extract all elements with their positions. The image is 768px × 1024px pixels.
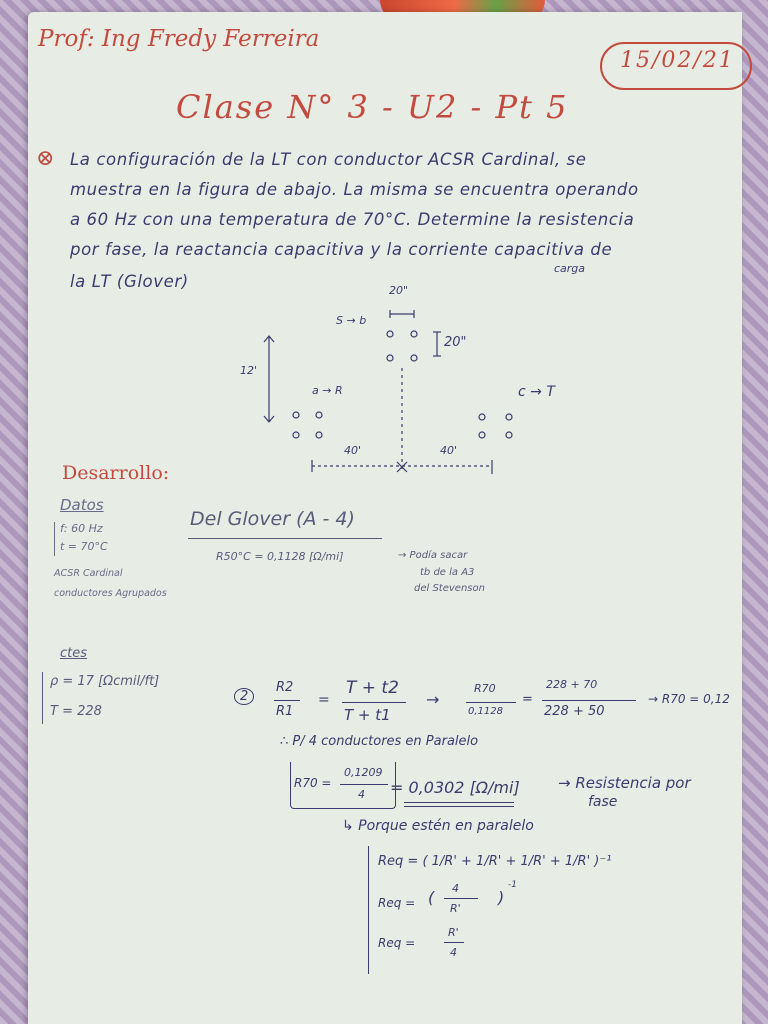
r50-equation: R50°C = 0,1128 [Ω/mi] bbox=[216, 550, 344, 563]
phase-b-label: S → b bbox=[336, 314, 367, 327]
height-label: 12' bbox=[240, 364, 258, 377]
ctes-heading: ctes bbox=[60, 646, 88, 661]
req3-num: R' bbox=[448, 926, 459, 939]
stevenson-note-2: tb de la A3 bbox=[420, 567, 475, 578]
req2-lhs: Req = bbox=[378, 896, 416, 910]
notebook-page: Prof: Ing Fredy Ferreira 15/02/21 Clase N° 3 - U2 - Pt 5 ⊗ La configuración de la LT con conductor ACSR Cardinal, se muestra en la figura de abajo. La misma se encuentra operando a 60 Hz con una temperatura de 70°C. Determine la resistencia por fase, la reactancia capacitiva y la corriente capacitiva de carga la LT (Glover) 20" 20" 12' S → b a → R c → T 40' 40' Desarrollo: Datos f: 60 Hz t = 70°C ACSR Cardinal conductores Agrupados Del Glover (A - 4) R50°C = 0,1128 [Ω/mi] → Podía sacar tb de la A3 del Stevenson ctes ρ = 17 [Ωcmil/ft] T = 228 2 R2 R1 = T + t2 T + t1 → R70 0,1128 = 228 + 70 228 + 50 → R70 = 0,12 ∴ P/ 4 conductores en Paralelo R70 = 0,1209 4 = 0,0302 [Ω/mi] → Resistencia por fase ↳ Porque estén en paralelo Req = ( 1/R' + 1/R' + 1/R' + 1/R' )⁻¹ Req = ( 4 R' ) -1 Req = R' 4 bbox=[28, 12, 742, 1024]
ratio-t-t1: T + t1 bbox=[344, 706, 391, 724]
r70-box bbox=[290, 762, 396, 809]
constant-T: T = 228 bbox=[50, 704, 102, 719]
value-num: 228 + 70 bbox=[546, 678, 598, 691]
conductor-figure bbox=[28, 282, 742, 482]
ratio-r1: R1 bbox=[276, 704, 294, 719]
glover-reference: Del Glover (A - 4) bbox=[190, 508, 355, 530]
ratio-r2: R2 bbox=[276, 680, 294, 695]
page-title: Clase N° 3 - U2 - Pt 5 bbox=[176, 88, 569, 126]
problem-line-2: muestra en la figura de abajo. La misma se encuentra operando bbox=[70, 180, 639, 199]
datos-heading: Datos bbox=[60, 496, 104, 514]
resist-label-2: fase bbox=[588, 794, 618, 810]
req2-exp: -1 bbox=[508, 880, 517, 890]
resist-label-1: → Resistencia por bbox=[558, 774, 691, 792]
top-spacing-label: 20" bbox=[389, 284, 409, 297]
datos-agrupados: conductores Agrupados bbox=[54, 588, 167, 599]
left-distance-label: 40' bbox=[344, 444, 362, 457]
r70-eq-den: 4 bbox=[358, 788, 365, 801]
right-distance-label: 40' bbox=[440, 444, 458, 457]
parallel-reason: ↳ Porque estén en paralelo bbox=[342, 818, 534, 834]
constant-rho: ρ = 17 [Ωcmil/ft] bbox=[50, 674, 160, 689]
parallel-note: ∴ P/ 4 conductores en Paralelo bbox=[280, 734, 479, 749]
datos-temperature: t = 70°C bbox=[60, 540, 108, 553]
problem-line-3: a 60 Hz con una temperatura de 70°C. Determine la resistencia bbox=[70, 210, 635, 229]
r70-eq-num: 0,1209 bbox=[344, 766, 383, 779]
stevenson-note-3: del Stevenson bbox=[414, 583, 485, 594]
r70-den: 0,1128 bbox=[468, 706, 503, 717]
req2-den: R' bbox=[450, 902, 461, 915]
desarrollo-heading: Desarrollo: bbox=[62, 462, 170, 484]
bullet-icon: ⊗ bbox=[36, 146, 55, 171]
req2-num: 4 bbox=[452, 882, 459, 895]
step-number: 2 bbox=[234, 688, 254, 705]
date: 15/02/21 bbox=[620, 48, 735, 73]
ratio-t-t2: T + t2 bbox=[346, 678, 399, 698]
phase-a-label: a → R bbox=[312, 384, 343, 397]
r70-eq-lhs: R70 = bbox=[294, 776, 332, 790]
side-spacing-label: 20" bbox=[444, 335, 467, 350]
r70-num: R70 bbox=[474, 682, 496, 695]
problem-line-5: la LT (Glover) bbox=[70, 272, 189, 291]
req3-den: 4 bbox=[450, 946, 457, 959]
problem-line-1: La configuración de la LT con conductor ACSR Cardinal, se bbox=[70, 150, 587, 169]
r70-result: → R70 = 0,12 bbox=[648, 692, 730, 706]
stevenson-note-1: → Podía sacar bbox=[398, 550, 468, 561]
carga-note: carga bbox=[554, 262, 586, 275]
phase-c-label: c → T bbox=[518, 384, 555, 400]
problem-line-4: por fase, la reactancia capacitiva y la corriente capacitiva de bbox=[70, 240, 613, 259]
req-equation-1: Req = ( 1/R' + 1/R' + 1/R' + 1/R' )⁻¹ bbox=[378, 854, 612, 869]
req3-lhs: Req = bbox=[378, 936, 416, 950]
datos-conductor: ACSR Cardinal bbox=[54, 568, 123, 579]
r70-eq-result: = 0,0302 [Ω/mi] bbox=[390, 778, 520, 797]
value-den: 228 + 50 bbox=[544, 704, 605, 719]
datos-frequency: f: 60 Hz bbox=[60, 522, 103, 535]
professor-name: Prof: Ing Fredy Ferreira bbox=[38, 26, 320, 52]
